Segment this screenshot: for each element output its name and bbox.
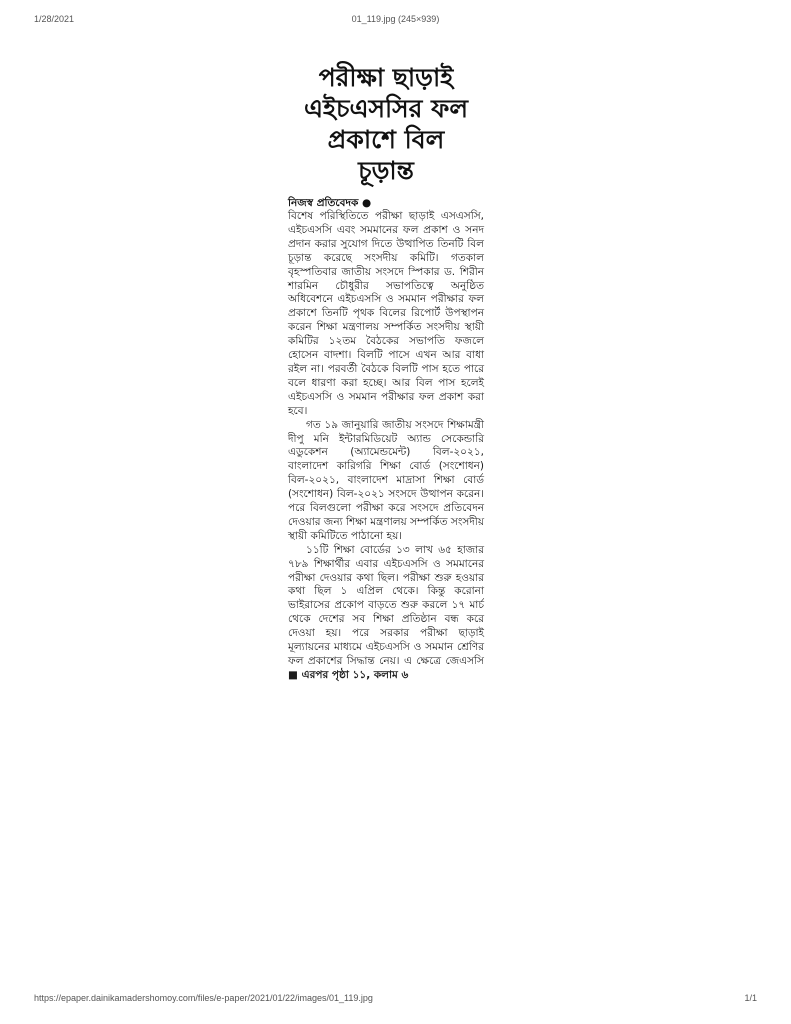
headline-line: পরীক্ষা ছাড়াই	[318, 63, 454, 92]
continued-on-page: ■ এরপর পৃষ্ঠা ১১, কলাম ৬	[288, 668, 409, 681]
print-header	[0, 14, 791, 28]
headline-line: চূড়ান্ত	[358, 156, 414, 185]
source-url-link[interactable]: https://epaper.dainikamadershomoy.com/files/e-paper/2021/01/22/images/01_119.jpg	[34, 993, 373, 1003]
article-paragraph: বিশেষ পরিস্থিতিতে পরীক্ষা ছাড়াই এসএসসি, এইচএসসি এবং সমমানের ফল প্রকাশ ও সনদ প্রদান করার সুযোগ দিতে উত্থাপিত তিনটি বিল চূড়ান্ত করেছে সংসদীয় কমিটি। গতকাল বৃহস্পতিবার জাতীয় সংসদে স্পিকার ড. শিরীন শারমিন চৌধুরীর সভাপতিত্বে অনুষ্ঠিত অধিবেশনে এইচএসসি ও সমমান পরীক্ষার ফল প্রকাশে তিনটি পৃথক বিলের রিপোর্ট উপস্থাপন করেন শিক্ষা মন্ত্রণালয় সম্পর্কিত সংসদীয় স্থায়ী কমিটির ১২তম বৈঠকের সভাপতি ফজলে হোসেন বাদশা। বিলটি পাসে এখন আর বাধা রইল না। পরবর্তী বৈঠকে বিলটি পাস হতে পারে বলে ধারণা করা হচ্ছে। আর বিল পাস হলেই এইচএসসি ও সমমান পরীক্ষার ফল প্রকাশ করা হবে।	[288, 210, 484, 417]
headline-line: প্রকাশে বিল	[327, 125, 445, 154]
article-headline	[288, 62, 484, 186]
news-article	[288, 62, 484, 683]
print-date: 1/28/2021	[34, 14, 75, 24]
article-paragraph	[288, 544, 484, 683]
article-paragraph: গত ১৯ জানুয়ারি জাতীয় সংসদে শিক্ষামন্ত্রী দীপু মনি ইন্টারমিডিয়েট অ্যান্ড সেকেন্ডারি এডুকেশন (অ্যামেন্ডমেন্ট) বিল-২০২১, বাংলাদেশ কারিগরি শিক্ষা বোর্ড (সংশোধন) বিল-২০২১, বাংলাদেশ মাদ্রাসা শিক্ষা বোর্ড (সংশোধন) বিল-২০২১ সংসদে উত্থাপন করেন। পরে বিলগুলো পরীক্ষা করে সংসদে প্রতিবেদন দেওয়ার জন্য শিক্ষা মন্ত্রণালয় সম্পর্কিত সংসদীয় স্থায়ী কমিটিতে পাঠানো হয়।	[288, 418, 484, 542]
article-byline: নিজস্ব প্রতিবেদক ●	[288, 197, 372, 209]
page-count: 1/1	[744, 993, 757, 1003]
print-file-title: 01_119.jpg (245×939)	[351, 14, 440, 24]
print-footer	[0, 993, 791, 1007]
article-paragraph-text: ১১টি শিক্ষা বোর্ডের ১৩ লাখ ৬৫ হাজার ৭৮৯ শিক্ষার্থীর এবার এইচএসসি ও সমমানের পরীক্ষা দেওয়ার কথা ছিল। পরীক্ষা শুরু হওয়ার কথা ছিল ১ এপ্রিল থেকে। কিন্তু করোনা ভাইরাসের প্রকোপ বাড়তে শুরু করলে ১৭ মার্চ থেকে দেশের সব শিক্ষা প্রতিষ্ঠান বন্ধ করে দেওয়া হয়। পরে সরকার পরীক্ষা ছাড়াই মূল্যায়নের মাধ্যমে এইচএসসি ও সমমান শ্রেণির ফল প্রকাশের সিদ্ধান্ত নেয়। এ ক্ষেত্রে জেএসসি	[288, 543, 484, 667]
headline-line: এইচএসসির ফল	[303, 94, 469, 123]
article-body	[288, 210, 484, 683]
